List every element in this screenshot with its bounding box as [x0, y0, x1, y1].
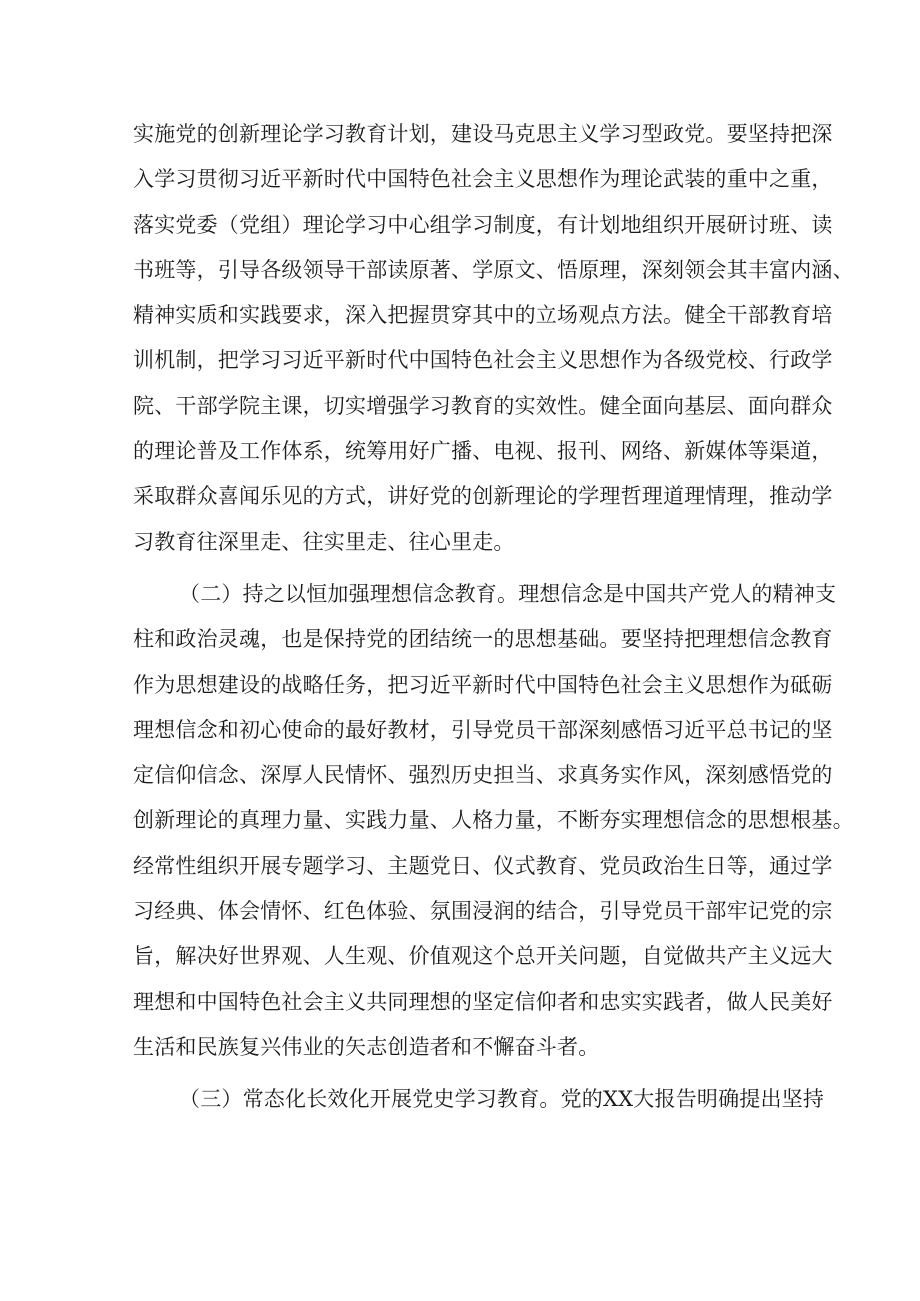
paragraph-line: 理想和中国特色社会主义共同理想的坚定信仰者和忠实实践者，做人民美好 [133, 989, 833, 1014]
paragraph-line: 作为思想建设的战略任务，把习近平新时代中国特色社会主义思想作为砥砺 [133, 672, 833, 697]
paragraph-spacer [133, 1070, 793, 1077]
paragraph-line: （三）常态化长效化开展党史学习教育。党的XX大报告明确提出坚持 [179, 1087, 825, 1112]
paragraph-line: 落实党委（党组）理论学习中心组学习制度，有计划地组织开展研讨班、读 [133, 212, 833, 237]
paragraph-line: 院、干部学院主课，切实增强学习教育的实效性。健全面向基层、面向群众 [133, 393, 833, 418]
paragraph-line: 生活和民族复兴伟业的矢志创造者和不懈奋斗者。 [133, 1034, 600, 1059]
paragraph-line: 入学习贯彻习近平新时代中国特色社会主义思想作为理论武装的重中之重， [133, 167, 833, 192]
paragraph-2 [133, 572, 854, 1070]
paragraph-line: 柱和政治灵魂，也是保持党的团结统一的思想基础。要坚持把理想信念教育 [133, 627, 833, 652]
paragraph-line: 实施党的创新理论学习教育计划，建设马克思主义学习型政党。要坚持把深 [133, 122, 833, 146]
paragraph-line: 定信仰信念、深厚人民情怀、强烈历史担当、求真务实作风，深刻感悟党的 [133, 763, 833, 788]
paragraph-line: 旨，解决好世界观、人生观、价值观这个总开关问题，自觉做共产主义远大 [133, 944, 833, 969]
paragraph-1 [133, 112, 854, 565]
document-body [133, 112, 854, 1123]
paragraph-line: 理想信念和初心使命的最好教材，引导党员干部深刻感悟习近平总书记的坚 [133, 717, 833, 742]
paragraph-line: 精神实质和实践要求，深入把握贯穿其中的立场观点方法。健全干部教育培 [133, 303, 833, 328]
paragraph-spacer [133, 565, 793, 572]
paragraph-line: 训机制，把学习习近平新时代中国特色社会主义思想作为各级党校、行政学 [133, 348, 833, 373]
paragraph-line: 经常性组织开展专题学习、主题党日、仪式教育、党员政治生日等，通过学 [133, 853, 833, 878]
paragraph-line: （二）持之以恒加强理想信念教育。理想信念是中国共产党人的精神支 [179, 581, 837, 606]
paragraph-line: 习经典、体会情怀、红色体验、氛围浸润的结合，引导党员干部牢记党的宗 [133, 899, 833, 924]
paragraph-line: 的理论普及工作体系，统筹用好广播、电视、报刊、网络、新媒体等渠道， [133, 439, 833, 464]
paragraph-line: 书班等，引导各级领导干部读原著、学原文、悟原理，深刻领会其丰富内涵、 [133, 257, 854, 282]
paragraph-line: 习教育往深里走、往实里走、往心里走。 [133, 529, 515, 554]
paragraph-line: 采取群众喜闻乐见的方式，讲好党的创新理论的学理哲理道理情理，推动学 [133, 484, 833, 509]
paragraph-3 [133, 1077, 825, 1122]
paragraph-line: 创新理论的真理力量、实践力量、人格力量，不断夯实理想信念的思想根基。 [133, 808, 854, 833]
